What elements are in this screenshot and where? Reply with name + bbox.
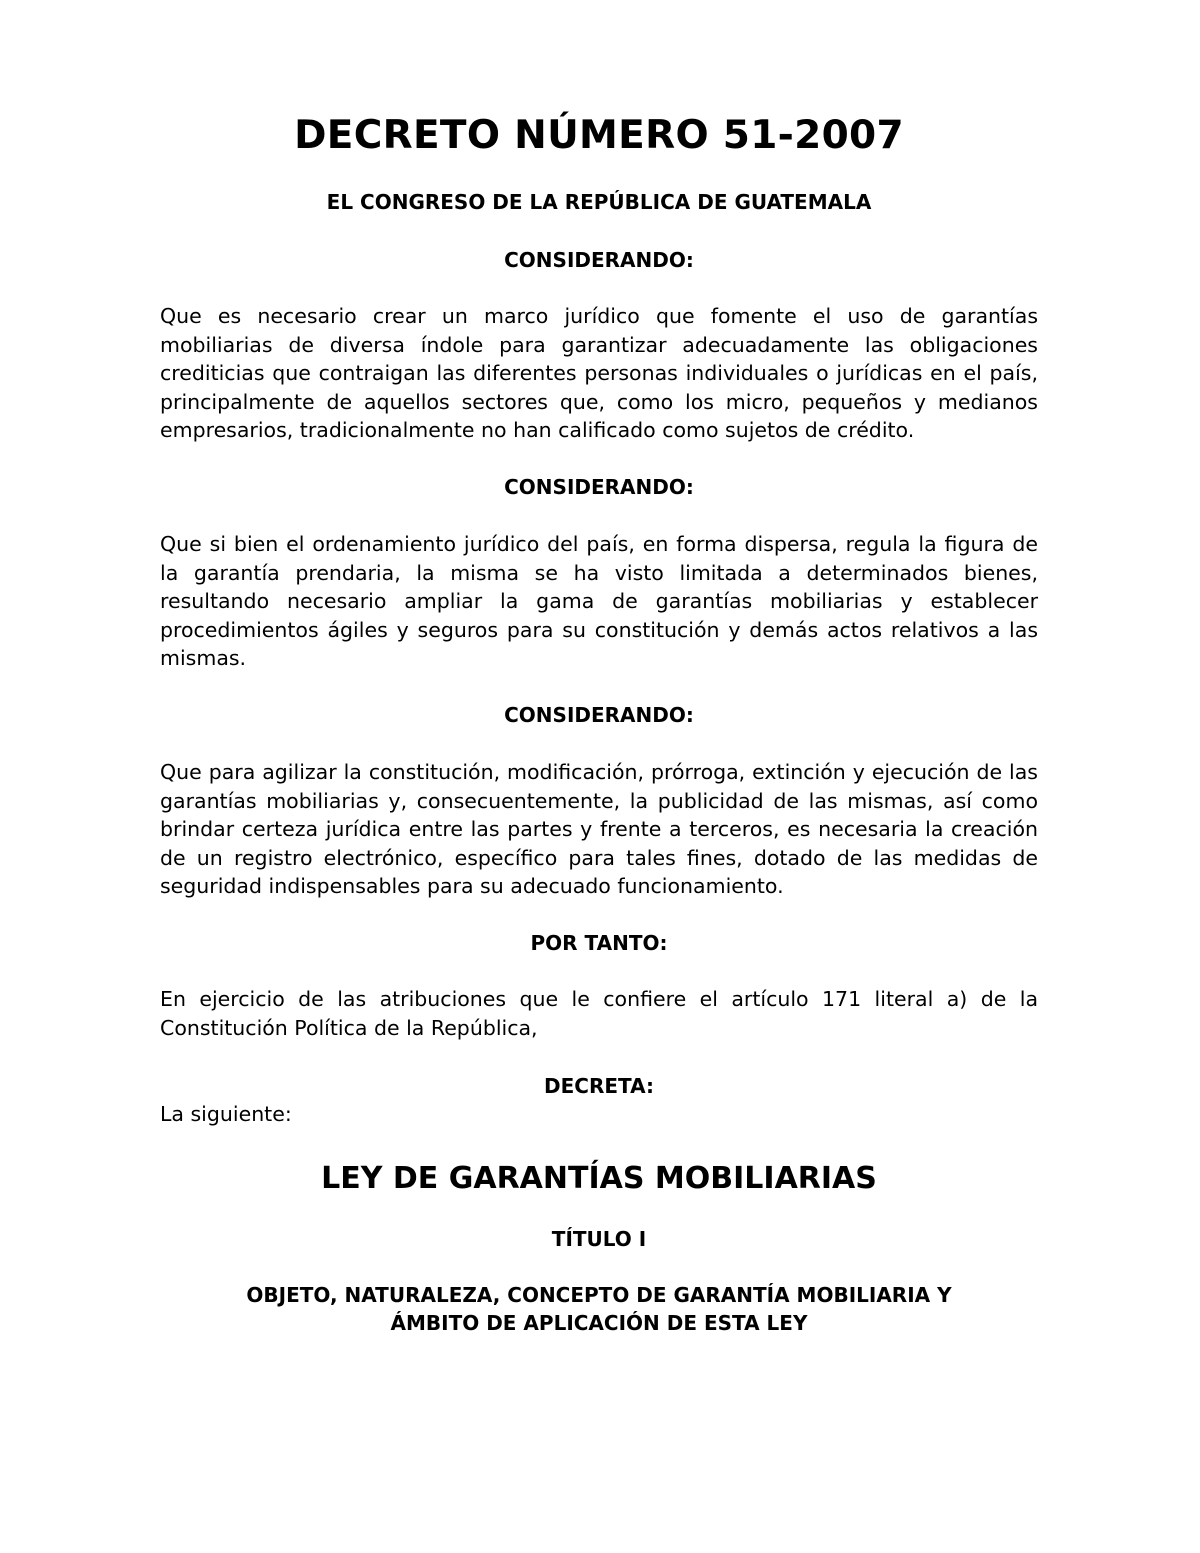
- considerando-heading-1: CONSIDERANDO:: [504, 248, 694, 272]
- por-tanto-heading: POR TANTO:: [530, 930, 668, 955]
- considerando-text-3: Que para agilizar la constitución, modificación, prórroga, extinción y ejecución de las garantías mobiliarias y, consecuentemente, la publicidad de las mismas, así como brindar certeza jurídica entre las partes y frente a terceros, es necesaria la creación de un registro electrónico, específico para tales fines, dotado de las medidas de seguridad indispensables para su adecuado funcionamiento.: [160, 759, 1038, 899]
- decreta-text: La siguiente:: [160, 1102, 292, 1127]
- considerando-text-2: Que si bien el ordenamiento jurídico del país, en forma dispersa, regula la figura de la garantía prendaria, la misma se ha visto limitada a determinados bienes, resultando necesario ampliar la gama de garantías mobiliarias y establecer procedimientos ágiles y seguros para su constitución y demás actos relativos a las mismas.: [160, 531, 1038, 671]
- issuer-heading: EL CONGRESO DE LA REPÚBLICA DE GUATEMALA: [326, 190, 872, 214]
- por-tanto-text: En ejercicio de las atribuciones que le confiere el artículo 171 literal a) de la Constitución Política de la República,: [160, 986, 1038, 1040]
- considerando-heading-3: CONSIDERANDO:: [504, 702, 694, 727]
- considerando-text-1: Que es necesario crear un marco jurídico que fomente el uso de garantías mobiliarias de diversa índole para garantizar adecuadamente las obligaciones crediticias que contraigan las diferentes personas individuales o jurídicas en el país, principalmente de aquellos sectores que, como los micro, pequeños y medianos empresarios, tradicionalmente no han calificado como sujetos de crédito.: [160, 304, 1038, 443]
- decree-title: DECRETO NÚMERO 51-2007: [294, 113, 904, 158]
- document-page: [160, 108, 1038, 1337]
- title-number: TÍTULO I: [551, 1226, 647, 1251]
- decreta-heading: DECRETA:: [544, 1074, 654, 1099]
- considerando-heading-2: CONSIDERANDO:: [504, 474, 694, 499]
- law-title: LEY DE GARANTÍAS MOBILIARIAS: [321, 1160, 877, 1196]
- title-name-line-1: OBJETO, NATURALEZA, CONCEPTO DE GARANTÍA MOBILIARIA Y: [246, 1282, 952, 1307]
- title-name-line-2: ÁMBITO DE APLICACIÓN DE ESTA LEY: [390, 1310, 808, 1335]
